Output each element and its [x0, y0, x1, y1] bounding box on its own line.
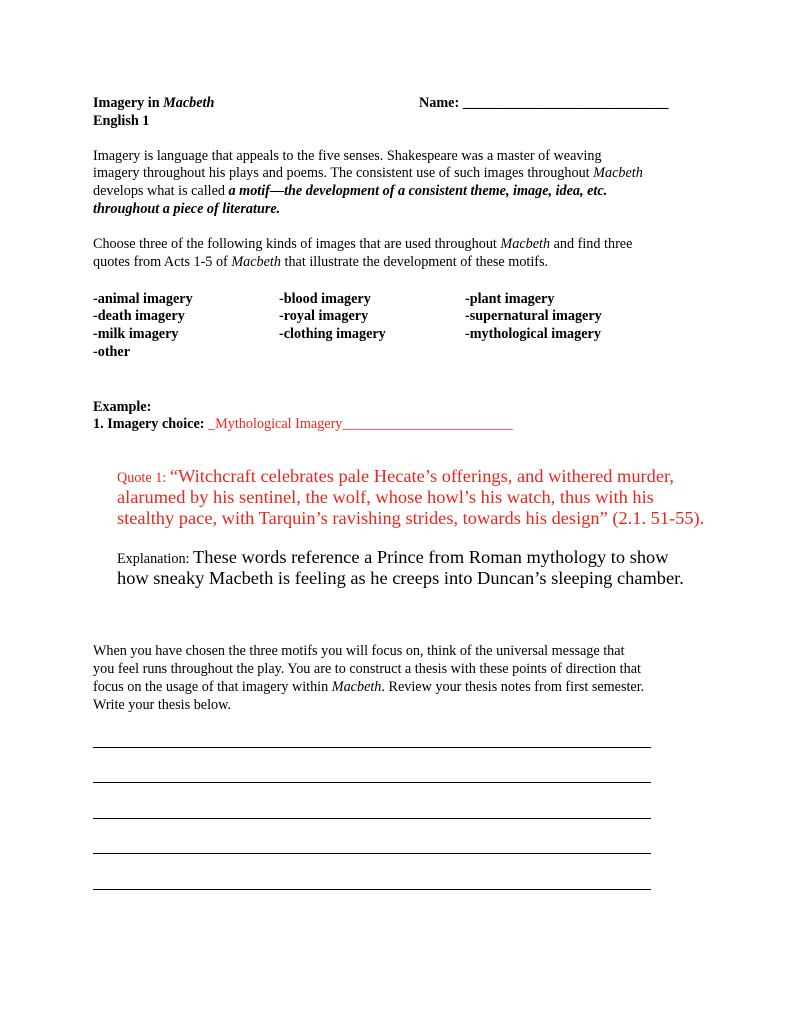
imagery-choice-value: Mythological Imagery: [215, 416, 343, 432]
motif-col3-item: -supernatural imagery: [465, 308, 602, 324]
intro-line-2: [93, 164, 643, 182]
title-prefix: Imagery in: [93, 95, 164, 111]
name-blank[interactable]: _____________________________: [462, 95, 669, 111]
explanation-text-1: These words reference a Prince from Roman mythology to show: [193, 547, 669, 567]
imagery-choice-prefix: _: [208, 416, 216, 432]
name-label: Name:: [419, 95, 460, 111]
motif-col3-item: -mythological imagery: [465, 326, 601, 342]
motif-col1-item: -other: [93, 344, 131, 360]
title-work: Macbeth: [163, 95, 215, 111]
imagery-choice-label: 1. Imagery choice:: [93, 416, 209, 432]
name-field[interactable]: [419, 94, 668, 112]
imagery-choice: [93, 415, 513, 433]
thesis-line-3-work: Macbeth: [331, 679, 382, 695]
worksheet-title: [93, 94, 214, 112]
thesis-write-line[interactable]: [93, 853, 651, 854]
instructions-line-1-a: Choose three of the following kinds of images that are used throughout: [93, 236, 501, 252]
thesis-write-line[interactable]: [93, 818, 651, 819]
motif-col3-item: -plant imagery: [465, 291, 555, 307]
quote-line-3: stealthy pace, with Tarquin’s ravishing strides, towards his design” (2.1. 51-55).: [117, 508, 705, 528]
thesis-line-3-a: focus on the usage of that imagery within: [93, 679, 332, 695]
explanation-label: Explanation:: [117, 551, 194, 567]
imagery-choice-blank: ________________________: [342, 416, 513, 432]
thesis-line-2: you feel runs throughout the play. You are to construct a thesis with these points of direction that: [93, 661, 641, 677]
thesis-line-4: Write your thesis below.: [93, 697, 231, 713]
motif-col1-item: -milk imagery: [93, 326, 179, 342]
quote-label: Quote 1:: [117, 470, 170, 486]
course-name: English 1: [93, 113, 150, 129]
motif-col2-item: -clothing imagery: [279, 326, 386, 342]
intro-line-1: Imagery is language that appeals to the five senses. Shakespeare was a master of weaving: [93, 148, 602, 164]
thesis-line-3-c: . Review your thesis notes from first semester.: [381, 679, 645, 695]
thesis-write-line[interactable]: [93, 747, 651, 748]
instructions-line-2-c: that illustrate the development of these motifs.: [280, 254, 549, 270]
thesis-line-1: When you have chosen the three motifs you will focus on, think of the universal message that: [93, 643, 625, 659]
explanation-line-1: [117, 547, 669, 570]
motif-col1-item: -death imagery: [93, 308, 185, 324]
intro-line-2-work: Macbeth: [593, 165, 643, 181]
intro-line-2-text: imagery throughout his plays and poems. The consistent use of such images throughout: [93, 165, 594, 181]
intro-line-3-text: develops what is called: [93, 183, 229, 199]
thesis-line-3: [93, 678, 644, 696]
instructions-line-1-work: Macbeth: [500, 236, 551, 252]
instructions-line-2: [93, 253, 548, 271]
quote-text-1: “Witchcraft celebrates pale Hecate’s offerings, and withered murder,: [169, 466, 674, 486]
motif-col1-item: -animal imagery: [93, 291, 193, 307]
motif-col2-item: -blood imagery: [279, 291, 371, 307]
motif-definition: a motif—the development of a consistent theme, image, idea, etc.: [228, 183, 608, 199]
example-heading: Example:: [93, 399, 152, 415]
explanation-line-2: how sneaky Macbeth is feeling as he creeps into Duncan’s sleeping chamber.: [117, 568, 684, 588]
motif-col2-item: -royal imagery: [279, 308, 369, 324]
instructions-line-2-work: Macbeth: [231, 254, 281, 270]
quote-line-1: [117, 466, 674, 489]
instructions-line-1-c: and find three: [550, 236, 633, 252]
thesis-write-line[interactable]: [93, 889, 651, 890]
thesis-write-line[interactable]: [93, 782, 651, 783]
quote-line-2: alarumed by his sentinel, the wolf, whose howl’s his watch, thus with his: [117, 487, 654, 507]
instructions-line-1: [93, 235, 632, 253]
instructions-line-2-a: quotes from Acts 1-5 of: [93, 254, 232, 270]
intro-line-4: throughout a piece of literature.: [93, 201, 281, 217]
intro-line-3: [93, 182, 607, 200]
